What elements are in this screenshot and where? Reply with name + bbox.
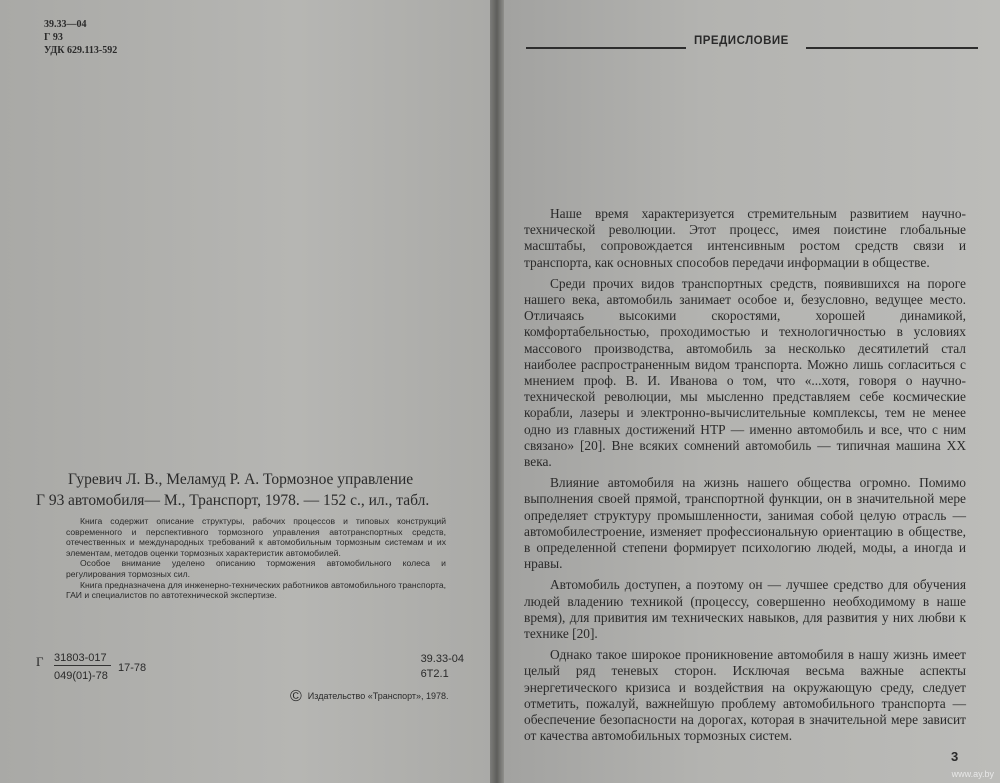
index-fraction: [54, 652, 111, 682]
paragraph: Среди прочих видов транспортных средств, появившихся на пороге нашего века, автомобиль занимает особое и, безусловно, ведущее место. Отличаясь высокими скоростями, хорошей динамикой, комфортабельностью, проходимостью и технологичностью в условиях массового производства, автомобиль за несколько десятилетий стал наиболее распространенным видом транспорта. Можно лишь согласиться с мнением проф. В. И. Иванова о том, что «...хотя, говоря о научно-технической революции, мы мысленно представляем себе космические корабли, лазеры и электронно-вычислительные комплексы, тем не менее одно из главных достижений НТР — именно автомобиль и все, что с ним связано» [20]. Вне всяких сомнений автомобиль — типичная машина XX века.: [524, 275, 966, 470]
annotation: [66, 516, 446, 601]
bbk-code: 39.33—04: [44, 19, 87, 30]
classification-codes: [421, 652, 464, 682]
preface-body: [524, 206, 966, 750]
title-rule-right: [806, 47, 978, 49]
biblio-line-2: [36, 490, 476, 511]
watermark: www.ay.by: [951, 769, 994, 779]
left-page: [0, 0, 494, 783]
bibliographic-record: [36, 469, 476, 511]
udk-code: УДК 629.113-592: [44, 45, 118, 56]
paragraph: Наше время характеризуется стремительным развитием научно-технической революции. Этот процесс, имея поистине глобальные масштабы, сопровождается интенсивным ростом средств связи и транспорта, как основных способов передачи информации в обществе.: [524, 206, 966, 270]
index-letter: Г: [36, 654, 44, 669]
copyright-line: [290, 688, 449, 706]
biblio-code: Г 93: [36, 492, 65, 509]
biblio-line-authors: Гуревич Л. В., Меламуд Р. А. Тормозное управление: [68, 471, 414, 488]
right-page: [504, 0, 1000, 783]
title-rule-left: [526, 47, 686, 49]
paragraph: Автомобиль доступен, а поэтому он — лучшее средство для обучения людей владению техникой (процессу, совершенно необходимому в наше время), для привития им технических навыков, для развития у них любви к технике [20].: [524, 577, 966, 642]
index-numerator: 31803-017: [54, 652, 111, 666]
book-gutter: [490, 0, 504, 783]
page-number: 3: [951, 749, 959, 764]
chapter-title: ПРЕДИСЛОВИЕ: [694, 35, 789, 47]
index-middle: 17-78: [118, 662, 147, 674]
paragraph: Влияние автомобиля на жизнь нашего общества огромно. Помимо выполнения своей прямой, транспортной функции, он в значительной мере определяет структуру промышленности, занимая собой целую отрасль — автомобилестроение, изменяет профессиональную ориентацию в обществе, в определенной степени формирует психологию людей, моды, а иногда и нравы.: [524, 475, 966, 572]
annotation-paragraph: Книга предназначена для инженерно-технических работников автомобильного транспорта, ГАИ и специалистов по автотехнической экспертизе.: [66, 579, 446, 601]
classification-top: 39.33-04: [420, 653, 464, 665]
biblio-publisher: автомобиля— М., Транспорт, 1978. — 152 с., ил., табл.: [68, 492, 430, 509]
copyright-icon: ©: [290, 688, 302, 705]
annotation-paragraph: Особое внимание уделено описанию торможения автомобильного колеса и регулирования тормозных сил.: [66, 558, 446, 579]
classification-bottom: 6Т2.1: [420, 668, 449, 680]
index-denominator: 049(01)-78: [54, 670, 108, 682]
annotation-paragraph: Книга содержит описание структуры, рабочих процессов и типовых конструкций современного и перспективного тормозного управления автотранспортных средств, отечественных и международных требований к автомобильным тормозным системам и их элементам, методов оценки тормозных характеристик автомобилей.: [66, 516, 446, 558]
catalog-codes: [44, 18, 117, 57]
paragraph: Однако такое широкое проникновение автомобиля в нашу жизнь имеет целый ряд теневых сторон. Исключая весьма важные аспекты энергетического кризиса и воздействия на окружающую среду, следует отметить, пожалуй, важнейшую проблему автомобильного транспорта — обеспечение безопасности на дорогах, которая в значительной мере зависит от качества автомобильных тормозных систем.: [524, 647, 966, 744]
author-mark: Г 93: [44, 32, 63, 43]
copyright-text: Издательство «Транспорт», 1978.: [307, 691, 449, 701]
